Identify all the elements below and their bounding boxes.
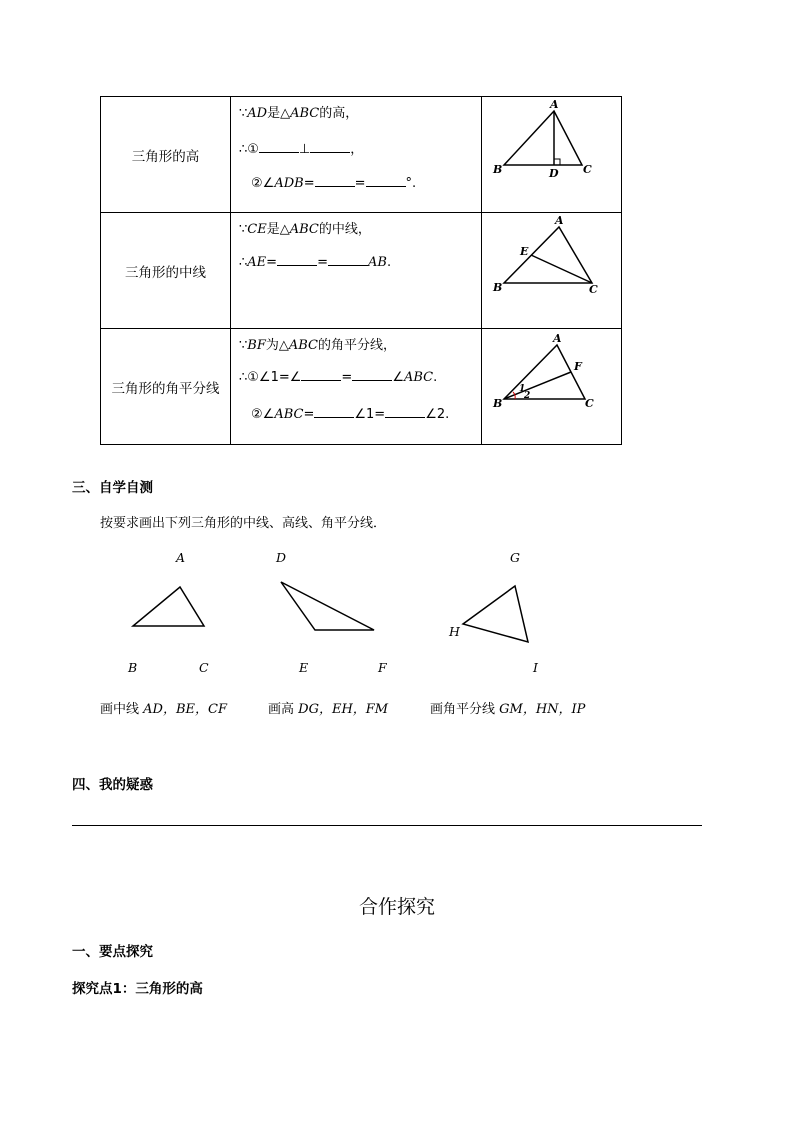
- answer-line[interactable]: [72, 825, 702, 826]
- answer-blank[interactable]: [314, 407, 354, 418]
- altitude-figure: [482, 97, 621, 208]
- statement-line: ∴AE= = AB.: [239, 255, 392, 270]
- section3-instruction: 按要求画出下列三角形的中线、高线、角平分线．: [100, 516, 387, 531]
- section4-heading: 四、我的疑惑: [72, 777, 153, 793]
- vertex-label: H: [449, 624, 460, 639]
- exercise-triangle-def: [272, 575, 382, 637]
- table-row: [101, 329, 622, 445]
- row-title: 三角形的高: [101, 97, 231, 213]
- statement-line: ∵CE是△ABC的中线，: [239, 222, 371, 237]
- page-section-title: 合作探究: [358, 896, 435, 918]
- label-b: B: [493, 397, 503, 410]
- statement-line: ∵BF为△ABC的角平分线，: [239, 338, 397, 353]
- section3-heading: 三、自学自测: [72, 480, 153, 496]
- triangle-abc: [504, 111, 582, 165]
- label-c: C: [585, 397, 594, 410]
- median-ce: [531, 255, 592, 283]
- vertex-label: E: [299, 660, 309, 675]
- triangle-outline: [463, 586, 528, 642]
- table-row: [101, 213, 622, 329]
- right-angle-mark: [554, 159, 560, 165]
- vertex-label: C: [199, 660, 209, 675]
- table-row: [101, 97, 622, 213]
- answer-blank[interactable]: [310, 142, 350, 153]
- label-a: A: [555, 214, 564, 227]
- label-a: A: [553, 332, 562, 345]
- answer-blank[interactable]: [301, 370, 341, 381]
- median-figure: [482, 213, 621, 324]
- statement-line: ②∠ADB= = °.: [251, 176, 417, 191]
- answer-blank[interactable]: [259, 142, 299, 153]
- bisector-bf: [504, 372, 571, 399]
- label-f: F: [574, 360, 582, 373]
- coop-subheading: 探究点1：三角形的高: [72, 981, 203, 997]
- statement-line: ②∠ABC= ∠1= ∠2.: [251, 407, 450, 422]
- triangle-abc: [504, 345, 585, 399]
- task-bisector: 画角平分线 GM，HN，IP: [430, 702, 586, 717]
- definitions-table: [100, 96, 622, 445]
- vertex-label: B: [128, 660, 138, 675]
- row-figure: [482, 97, 622, 213]
- exercise-triangle-abc: [125, 580, 215, 635]
- label-e: E: [520, 245, 529, 258]
- row-statements: [231, 213, 482, 329]
- row-figure: [482, 213, 622, 329]
- label-c: C: [589, 283, 598, 296]
- statement-line: ∴①∠1=∠ = ∠ABC.: [239, 370, 438, 385]
- answer-blank[interactable]: [315, 176, 355, 187]
- exercise-triangle-ghi: [455, 580, 535, 648]
- answer-blank[interactable]: [385, 407, 425, 418]
- statement-line: ∴① ⊥ ，: [239, 142, 364, 157]
- label-b: B: [493, 163, 503, 176]
- task-median: 画中线 AD，BE，CF: [100, 702, 227, 717]
- triangle-outline: [281, 582, 374, 630]
- answer-blank[interactable]: [328, 255, 368, 266]
- statement-line: ∵AD是△ABC的高，: [239, 106, 359, 121]
- triangle-outline: [133, 587, 204, 626]
- row-figure: [482, 329, 622, 445]
- label-angle-2: 2: [524, 391, 531, 401]
- answer-blank[interactable]: [366, 176, 406, 187]
- vertex-label: F: [378, 660, 387, 675]
- vertex-label: A: [176, 550, 186, 565]
- vertex-label: G: [510, 550, 520, 565]
- vertex-label: I: [533, 660, 538, 675]
- answer-blank[interactable]: [352, 370, 392, 381]
- row-statements: [231, 97, 482, 213]
- answer-blank[interactable]: [277, 255, 317, 266]
- label-d: D: [549, 167, 559, 180]
- label-b: B: [493, 281, 503, 294]
- task-height: 画高 DG，EH，FM: [268, 702, 389, 717]
- row-title: 三角形的角平分线: [101, 329, 231, 445]
- coop-heading: 一、要点探究: [72, 944, 153, 960]
- label-angle-1: 1: [519, 384, 526, 394]
- triangle-abc: [504, 227, 592, 283]
- label-a: A: [550, 98, 559, 111]
- bisector-figure: [482, 329, 621, 440]
- vertex-label: D: [276, 550, 287, 565]
- row-statements: [231, 329, 482, 445]
- label-c: C: [583, 163, 592, 176]
- row-title: 三角形的中线: [101, 213, 231, 329]
